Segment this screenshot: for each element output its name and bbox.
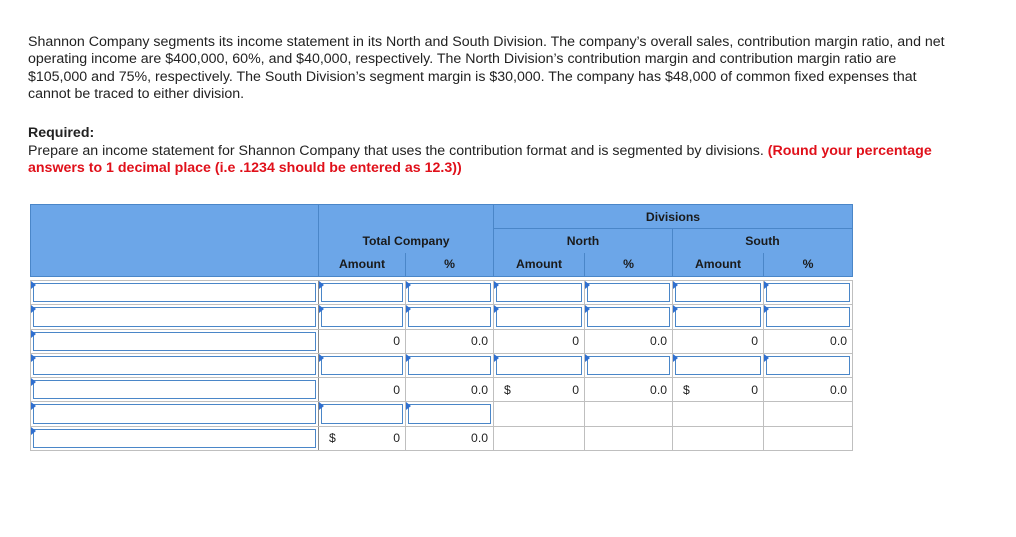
dropdown-flag-icon (31, 281, 36, 289)
cell-label[interactable] (31, 353, 319, 377)
cell-north-amount (494, 426, 585, 450)
cell-label[interactable] (31, 329, 319, 353)
line-item-input[interactable] (33, 380, 316, 399)
line-item-input[interactable] (33, 332, 316, 351)
statement-row (31, 378, 853, 402)
total-percent-input[interactable] (408, 307, 491, 326)
line-item-input[interactable] (33, 404, 316, 423)
north-percent-input[interactable] (587, 283, 670, 302)
south-percent-input[interactable] (766, 307, 850, 326)
north-percent-input[interactable] (587, 356, 670, 375)
header-divisions: Divisions (494, 205, 853, 229)
cell-north-amount (494, 378, 585, 402)
total-amount-value: 0 (393, 334, 400, 349)
cell-south-percent (764, 329, 853, 353)
total-percent-input[interactable] (408, 404, 491, 423)
cell-total-percent (406, 329, 494, 353)
line-item-input[interactable] (33, 356, 316, 375)
cell-total-percent[interactable] (406, 402, 494, 426)
cell-north-percent[interactable] (585, 305, 673, 329)
cell-north-amount[interactable] (494, 281, 585, 305)
total-percent-input[interactable] (408, 283, 491, 302)
dropdown-flag-icon (494, 305, 499, 313)
dropdown-flag-icon (31, 330, 36, 338)
dropdown-flag-icon (319, 281, 324, 289)
cell-total-amount[interactable] (319, 353, 406, 377)
dropdown-flag-icon (31, 402, 36, 410)
south-amount-input[interactable] (675, 307, 761, 326)
statement-row (31, 353, 853, 377)
statement-row (31, 329, 853, 353)
total-percent-input[interactable] (408, 356, 491, 375)
total-amount-input[interactable] (321, 404, 403, 423)
cell-total-amount (319, 378, 406, 402)
total-amount-input[interactable] (321, 356, 403, 375)
cell-total-amount[interactable] (319, 402, 406, 426)
currency-symbol: $ (683, 382, 690, 397)
south-amount-input[interactable] (675, 283, 761, 302)
required-heading: Required: (28, 125, 95, 141)
cell-north-percent[interactable] (585, 353, 673, 377)
total-amount-value: 0 (393, 382, 400, 397)
cell-north-percent (585, 426, 673, 450)
cell-north-percent (585, 378, 673, 402)
header-total-company: Total Company (319, 229, 494, 253)
cell-south-amount (673, 329, 764, 353)
cell-north-amount (494, 402, 585, 426)
cell-north-percent (585, 402, 673, 426)
cell-label[interactable] (31, 305, 319, 329)
dropdown-flag-icon (31, 378, 36, 386)
north-amount-input[interactable] (496, 307, 582, 326)
cell-total-percent[interactable] (406, 353, 494, 377)
cell-south-amount (673, 378, 764, 402)
statement-row (31, 426, 853, 450)
cell-south-amount[interactable] (673, 353, 764, 377)
cell-south-percent (764, 378, 853, 402)
dropdown-flag-icon (406, 402, 411, 410)
dropdown-flag-icon (494, 281, 499, 289)
cell-label[interactable] (31, 281, 319, 305)
income-statement-table (30, 204, 853, 451)
cell-north-amount[interactable] (494, 353, 585, 377)
north-percent-value: 0.0 (650, 382, 667, 397)
north-percent-value: 0.0 (650, 334, 667, 349)
south-amount-value: 0 (751, 382, 758, 397)
currency-symbol: $ (329, 431, 336, 446)
north-amount-value: 0 (572, 334, 579, 349)
dropdown-flag-icon (406, 281, 411, 289)
cell-total-amount (319, 426, 406, 450)
cell-south-percent[interactable] (764, 305, 853, 329)
dropdown-flag-icon (673, 354, 678, 362)
dropdown-flag-icon (31, 354, 36, 362)
cell-total-percent (406, 426, 494, 450)
statement-row (31, 402, 853, 426)
total-percent-value: 0.0 (471, 334, 488, 349)
dropdown-flag-icon (319, 305, 324, 313)
statement-row (31, 305, 853, 329)
header-north-amount: Amount (494, 253, 585, 277)
cell-south-percent (764, 402, 853, 426)
cell-label[interactable] (31, 378, 319, 402)
cell-south-amount[interactable] (673, 305, 764, 329)
south-percent-value: 0.0 (830, 334, 847, 349)
line-item-input[interactable] (33, 283, 316, 302)
dropdown-flag-icon (585, 354, 590, 362)
header-blank (31, 205, 319, 229)
north-amount-input[interactable] (496, 356, 582, 375)
dropdown-flag-icon (585, 281, 590, 289)
dropdown-flag-icon (31, 305, 36, 313)
header-total-amount: Amount (319, 253, 406, 277)
dropdown-flag-icon (585, 305, 590, 313)
cell-south-percent[interactable] (764, 353, 853, 377)
cell-south-amount[interactable] (673, 281, 764, 305)
dropdown-flag-icon (673, 305, 678, 313)
required-instructions (28, 143, 963, 178)
cell-total-amount[interactable] (319, 281, 406, 305)
north-percent-input[interactable] (587, 307, 670, 326)
cell-total-amount[interactable] (319, 305, 406, 329)
cell-north-percent (585, 329, 673, 353)
currency-symbol: $ (504, 382, 511, 397)
north-amount-value: 0 (572, 382, 579, 397)
header-total-percent: % (406, 253, 494, 277)
statement-row (31, 281, 853, 305)
cell-label[interactable] (31, 402, 319, 426)
header-north-percent: % (585, 253, 673, 277)
dropdown-flag-icon (494, 354, 499, 362)
cell-total-percent[interactable] (406, 305, 494, 329)
dropdown-flag-icon (319, 402, 324, 410)
dropdown-flag-icon (406, 354, 411, 362)
line-item-input[interactable] (33, 429, 316, 448)
header-row-segments (31, 229, 853, 253)
cell-north-percent[interactable] (585, 281, 673, 305)
dropdown-flag-icon (764, 305, 769, 313)
dropdown-flag-icon (764, 354, 769, 362)
south-percent-input[interactable] (766, 283, 850, 302)
rounding-note: (Round your percentage answers to 1 decimal place (i.e .1234 should be entered as 12.3)) (28, 143, 932, 177)
header-south: South (673, 229, 853, 253)
cell-south-percent[interactable] (764, 281, 853, 305)
cell-total-percent (406, 378, 494, 402)
dropdown-flag-icon (31, 427, 36, 435)
cell-south-amount (673, 426, 764, 450)
dropdown-flag-icon (673, 281, 678, 289)
dropdown-flag-icon (406, 305, 411, 313)
cell-total-amount (319, 329, 406, 353)
total-percent-value: 0.0 (471, 382, 488, 397)
header-north: North (494, 229, 673, 253)
problem-statement: Shannon Company segments its income statement in its North and South Division. The company’s overall sales, contribution margin ratio, and net operating income are $400,000, 60%, and $40,000, respectively. The North Division’s contribution margin and contribution margin ratio are $105,000 and 75%, respectively. The South Division’s segment margin is $30,000. The company has $48,000 of common fixed expenses that cannot be traced to either division. (28, 34, 945, 102)
dropdown-flag-icon (319, 354, 324, 362)
south-amount-input[interactable] (675, 356, 761, 375)
cell-label[interactable] (31, 426, 319, 450)
total-amount-value: 0 (393, 431, 400, 446)
south-percent-value: 0.0 (830, 382, 847, 397)
cell-north-amount[interactable] (494, 305, 585, 329)
dropdown-flag-icon (764, 281, 769, 289)
cell-south-percent (764, 426, 853, 450)
line-item-input[interactable] (33, 307, 316, 326)
total-amount-input[interactable] (321, 283, 403, 302)
cell-north-amount (494, 329, 585, 353)
south-percent-input[interactable] (766, 356, 850, 375)
north-amount-input[interactable] (496, 283, 582, 302)
total-percent-value: 0.0 (471, 431, 488, 446)
cell-south-amount (673, 402, 764, 426)
cell-total-percent[interactable] (406, 281, 494, 305)
header-row-divisions (31, 205, 853, 229)
header-row-columns (31, 253, 853, 277)
header-south-percent: % (764, 253, 853, 277)
south-amount-value: 0 (751, 334, 758, 349)
total-amount-input[interactable] (321, 307, 403, 326)
required-text: Prepare an income statement for Shannon Company that uses the contribution format and is segmented by divisions. (28, 143, 764, 159)
header-south-amount: Amount (673, 253, 764, 277)
